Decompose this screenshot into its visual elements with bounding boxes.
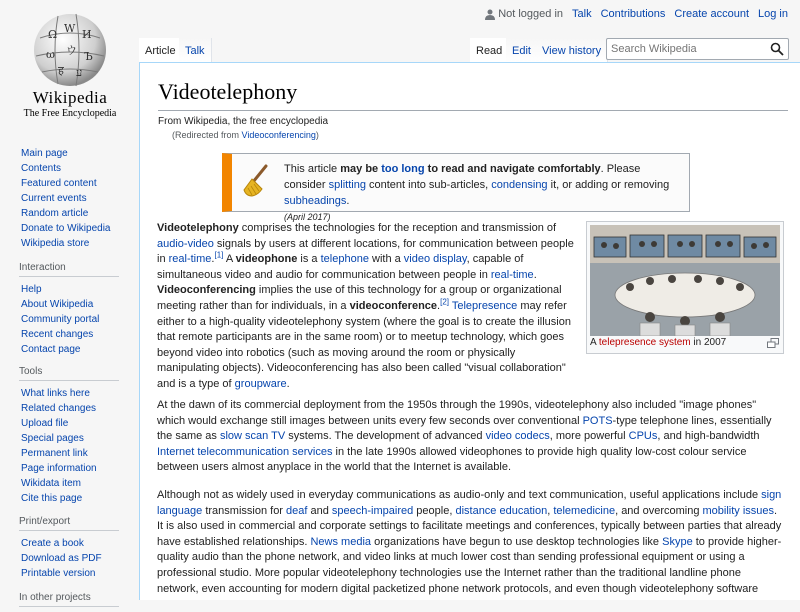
svg-text:Ω: Ω: [48, 28, 58, 41]
telepresence-system-link[interactable]: telepresence system: [598, 337, 691, 348]
link-video-display[interactable]: video display: [403, 253, 467, 266]
svg-text:И: И: [82, 28, 92, 41]
notice-splitting-link[interactable]: splitting: [328, 179, 366, 191]
notice-t9: it, or adding or removing: [547, 179, 670, 191]
sidebar-item-random-article[interactable]: Random article: [21, 208, 89, 219]
p1-s9: videophone: [235, 253, 298, 266]
tab-edit-label: Edit: [512, 45, 531, 57]
sidebar-item-wikidata-item[interactable]: Wikidata item: [21, 478, 82, 489]
sidebar-item-download-pdf[interactable]: Download as PDF: [21, 553, 102, 564]
svg-text:ह: ह: [58, 64, 64, 77]
page-title: Videotelephony: [158, 79, 788, 111]
svg-text:W: W: [64, 22, 76, 35]
thumbnail: [586, 221, 784, 354]
link-internet[interactable]: Internet: [157, 445, 195, 458]
p2-s3: -type telephone lines, essentially the same as: [157, 414, 772, 443]
sidebar-item-cite-this-page[interactable]: Cite this page: [21, 493, 83, 504]
link-distance-education[interactable]: distance education: [455, 504, 548, 517]
interaction-heading: Interaction: [19, 262, 119, 277]
redirect-suffix: ): [315, 130, 319, 140]
p2-s1: At the dawn of its commercial deployment from the 1950s through the 1990s, videotelephony also included "image phones" which would exchange still images between units every few seconds over conventional: [157, 399, 757, 427]
search-box: [606, 38, 789, 60]
enlarge-icon[interactable]: [767, 338, 779, 348]
login-link[interactable]: Log in: [758, 8, 788, 20]
link-video-codecs[interactable]: video codecs: [485, 430, 550, 443]
notice-too-long-link[interactable]: too long: [381, 163, 425, 175]
p1-s2: comprises the technologies for the reception and transmission of: [238, 222, 557, 234]
svg-text:ω: ω: [46, 48, 55, 61]
tab-article-label: Article: [145, 45, 176, 57]
link-deaf[interactable]: deaf: [286, 504, 308, 517]
wikipedia-logo[interactable]: [0, 0, 140, 128]
notice-t5: . Please consider: [284, 163, 641, 191]
not-logged-in-label: Not logged in: [498, 8, 564, 20]
p3-s11: , and overcoming: [615, 504, 703, 517]
p3-s3: transmission for: [202, 504, 287, 517]
link-groupware[interactable]: groupware: [234, 377, 287, 390]
p1-s17: Videoconferencing: [157, 284, 256, 297]
svg-text:ウ: ウ: [66, 44, 77, 57]
sidebar-item-about[interactable]: About Wikipedia: [21, 299, 94, 310]
redirect-link[interactable]: Videoconferencing: [241, 130, 316, 140]
p1-s26: .: [286, 377, 290, 390]
p3-s13: . It is also used in commercial and corporate settings to facilitate meetings and conferences, typically between parties that already have established relationships.: [157, 504, 782, 548]
link-skype[interactable]: Skype: [662, 535, 693, 548]
sidebar-item-contents[interactable]: Contents: [21, 163, 62, 174]
sidebar-item-create-book[interactable]: Create a book: [21, 538, 84, 549]
sidebar-item-donate[interactable]: Donate to Wikipedia: [21, 223, 111, 234]
notice-t2: may be: [340, 163, 382, 175]
p1-s10: is a: [297, 253, 321, 266]
link-slow-scan-tv[interactable]: slow scan TV: [219, 430, 286, 443]
search-input[interactable]: [607, 39, 767, 59]
sidebar-tools: [21, 366, 119, 506]
p1-s1: Videotelephony: [157, 222, 239, 234]
p3-s5: and: [307, 504, 332, 517]
tab-view-history[interactable]: [536, 38, 608, 62]
p3-s9: ,: [547, 504, 554, 517]
other-projects-heading: In other projects: [19, 592, 119, 607]
site-subtitle: From Wikipedia, the free encyclopedia: [158, 116, 329, 127]
p1-s16: .: [533, 268, 537, 281]
link-real-time-2[interactable]: real-time: [490, 268, 534, 281]
tab-read-label: Read: [476, 45, 503, 57]
notice-t11: .: [346, 195, 350, 207]
sidebar-navigation: [21, 146, 111, 251]
caption-a: A: [590, 337, 599, 348]
link-speech-impaired[interactable]: speech-impaired: [331, 504, 414, 517]
tab-read[interactable]: [470, 38, 509, 62]
link-real-time-1[interactable]: real-time: [168, 253, 212, 266]
sidebar-interaction: [21, 262, 119, 357]
p3-s17: to provide higher-quality audio than the phone network, and video links at much lower cost than sending professional equipment or using a professional studio. More popular videotelephony technologies use the Internet rather than the traditional landline phone network, even accounting for modern digital packetized phone network protocols, and even though videotelephony software: [157, 535, 782, 595]
sidebar-item-featured-content[interactable]: Featured content: [21, 178, 97, 189]
personal-tools: [485, 8, 788, 20]
citation-1[interactable]: [1]: [214, 250, 224, 260]
thumbnail-caption: [590, 337, 726, 348]
notice-subheadings-link[interactable]: subheadings: [284, 195, 347, 207]
sidebar-item-recent-changes[interactable]: Recent changes: [21, 329, 94, 340]
caption-b: in 2007: [690, 337, 727, 348]
p2-s9: , and high-bandwidth: [657, 430, 760, 443]
link-telemedicine[interactable]: telemedicine: [553, 504, 616, 517]
link-pots[interactable]: POTS: [582, 414, 613, 427]
notice-date: (April 2017): [284, 212, 331, 222]
tab-talk-label: Talk: [185, 45, 205, 57]
sidebar-item-community-portal[interactable]: Community portal: [21, 314, 100, 325]
link-telephone[interactable]: telephone: [320, 253, 369, 266]
p1-s19: videoconference: [349, 299, 438, 312]
broom-icon: [240, 164, 270, 198]
sidebar-item-store[interactable]: Wikipedia store: [21, 238, 90, 249]
sidebar-print-export: [21, 516, 119, 581]
not-logged-in: [485, 8, 563, 20]
wordmark: Wikipedia: [32, 88, 108, 107]
p1-s8: A: [223, 253, 236, 266]
p3-s7: people,: [413, 504, 456, 517]
tab-article[interactable]: [139, 38, 183, 62]
p3-s15: organizations have begun to use desktop technologies like: [371, 535, 663, 548]
paragraph-intro: [157, 221, 577, 393]
p2-s7: , more powerful: [549, 430, 629, 443]
link-sign-language[interactable]: sign language: [157, 489, 782, 517]
link-telepresence[interactable]: Telepresence: [451, 299, 518, 312]
paragraph-applications: [157, 488, 785, 597]
print-export-heading: Print/export: [19, 516, 119, 531]
sidebar-item-upload-file[interactable]: Upload file: [21, 418, 69, 429]
sidebar-item-what-links-here[interactable]: What links here: [21, 388, 90, 399]
p2-s13: in the late 1990s allowed videophones to provide high quality low-cost colour service between users almost anyplace in the world that the Internet is available.: [157, 445, 747, 474]
svg-text:ע: ע: [76, 66, 83, 79]
tab-talk[interactable]: [179, 38, 212, 62]
sidebar-item-main-page[interactable]: Main page: [21, 148, 68, 159]
link-news-media[interactable]: News media: [310, 535, 372, 548]
sidebar-item-current-events[interactable]: Current events: [21, 193, 87, 204]
notice-text: [284, 161, 684, 225]
notice-t1: This article: [284, 163, 341, 175]
p1-s18: implies the use of this technology for a group or organizational meeting rather than for individuals, in a: [157, 284, 562, 312]
p1-s24: may refer either to a high-quality videotelephony system (where the goal is to create the illusion that remote participants are in the same room) or to meetup technology, which goes beyond video into robotics (such as moving around the room or physically manipulating objects). Videoconferencing has also been called "visual collaboration" and is a type of: [157, 299, 571, 390]
p1-s4: signals by users at different locations, for communication between people in: [157, 237, 574, 266]
citation-2[interactable]: [2]: [440, 297, 449, 307]
p1-s14: , capable of simultaneous video and audio for communication between people in: [157, 253, 524, 281]
user-icon: [485, 9, 495, 20]
notice-t7: content into sub-articles,: [365, 179, 492, 191]
redirect-prefix: (Redirected from: [172, 130, 242, 140]
talk-link[interactable]: Talk: [572, 8, 592, 20]
link-cpus[interactable]: CPUs: [628, 430, 658, 443]
article-notice-box: [222, 153, 690, 222]
sidebar-item-printable-version[interactable]: Printable version: [21, 568, 96, 579]
sidebar-item-related-changes[interactable]: Related changes: [21, 403, 97, 414]
tab-view-history-label: View history: [542, 45, 602, 57]
link-audio-video[interactable]: audio-video: [157, 237, 214, 250]
puzzle-globe-icon: [30, 8, 110, 88]
svg-text:Ъ: Ъ: [84, 50, 93, 63]
sidebar-item-page-information[interactable]: Page information: [21, 463, 97, 474]
redirect-notice: [172, 130, 319, 140]
link-telecommunication-services[interactable]: telecommunication services: [197, 445, 333, 458]
tools-heading: Tools: [19, 366, 119, 381]
notice-t4: to read and navigate comfortably: [424, 163, 601, 175]
notice-condensing-link[interactable]: condensing: [491, 179, 548, 191]
p2-s5: systems. The development of advanced: [285, 430, 486, 443]
tagline: The Free Encyclopedia: [23, 108, 117, 119]
article-content: [139, 62, 800, 600]
p1-s20: .: [437, 299, 441, 312]
sidebar-item-special-pages[interactable]: Special pages: [21, 433, 84, 444]
sidebar-item-help[interactable]: Help: [21, 284, 42, 295]
tab-edit[interactable]: [506, 38, 538, 62]
sidebar-other-projects: [21, 592, 119, 612]
telepresence-image[interactable]: [590, 225, 780, 336]
paragraph-history: [157, 398, 785, 476]
contributions-link[interactable]: Contributions: [600, 8, 666, 20]
sidebar-item-contact-page[interactable]: Contact page: [21, 344, 81, 355]
search-icon[interactable]: [770, 42, 784, 56]
p1-s6: .: [211, 253, 215, 266]
create-account-link[interactable]: Create account: [674, 8, 750, 20]
p3-s1: Although not as widely used in everyday communications as audio-only and text communication, useful applications include: [157, 489, 762, 501]
p1-s12: with a: [368, 253, 404, 266]
link-mobility-issues[interactable]: mobility issues: [702, 504, 775, 517]
sidebar-item-permanent-link[interactable]: Permanent link: [21, 448, 88, 459]
